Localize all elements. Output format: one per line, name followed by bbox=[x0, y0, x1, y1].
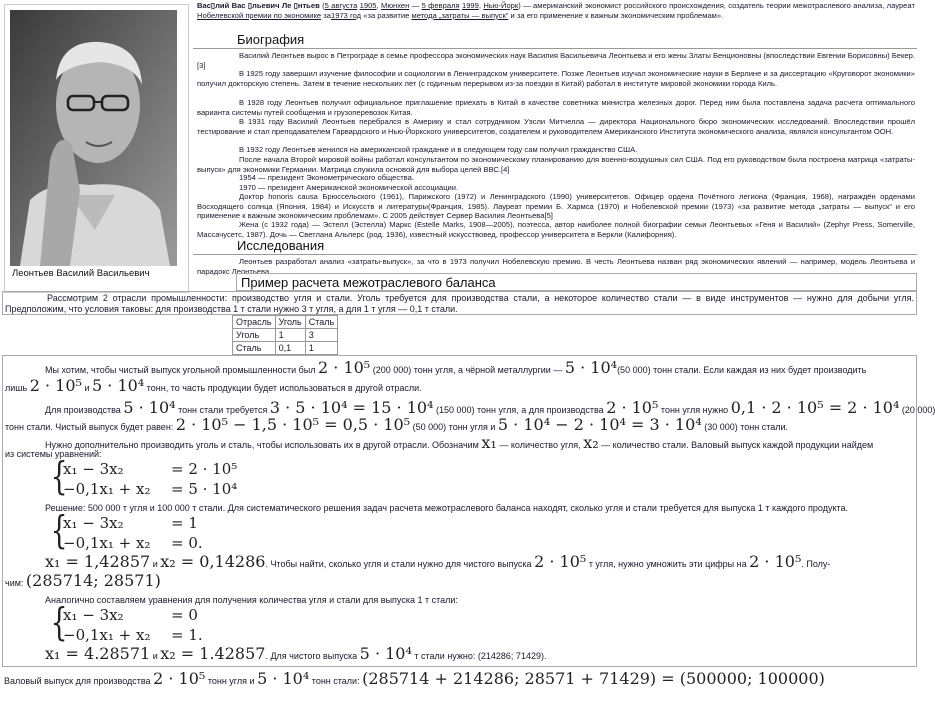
intro-text-1: — американский экономист российского происхождения, создатель теории межотраслевого анализа, лауреат bbox=[523, 1, 915, 10]
math-expression: 5 · 10⁴ bbox=[257, 669, 310, 688]
equation-left: −0,1x₁ + x₂ bbox=[63, 626, 151, 644]
equation-left: −0,1x₁ + x₂ bbox=[63, 480, 151, 498]
section-heading-research: Исследования bbox=[193, 238, 917, 255]
calc-text: . Для чистого выпуска bbox=[265, 651, 358, 661]
portrait-image bbox=[10, 10, 177, 266]
example-calculation-block bbox=[2, 355, 935, 667]
calc-text: и bbox=[84, 383, 90, 393]
calc-text: тонн стали требуется bbox=[178, 405, 268, 415]
calc-text: Валовый выпуск для производства bbox=[4, 676, 151, 686]
coefficient-table bbox=[232, 315, 338, 355]
final-line bbox=[4, 669, 825, 688]
bio-paragraph-2: В 1925 году завершил изучение философии и социологии в Ленинградском университете. Позже Леонтьев изучал экономические науки в Берлине и за диссертацию «Круговорот экономики» получил докторскую степень. Затем в течение нескольких лет (с годичным перерывом из-за поездки в Китай) работал в институте мировой экономики города Киль. bbox=[197, 69, 915, 88]
table-cell: 1 bbox=[275, 329, 305, 342]
math-variable: x₂ bbox=[583, 433, 599, 452]
portrait-photo[interactable] bbox=[10, 10, 177, 266]
equation-row bbox=[63, 534, 203, 553]
calc-text: — количество стали. Валовый выпуск каждой продукции найдем bbox=[601, 440, 874, 450]
calc-text: (150 000) тонн угля, а для производства bbox=[435, 405, 604, 415]
math-variable: x₁ bbox=[481, 433, 497, 452]
link-death-year[interactable]: 1999 bbox=[461, 1, 479, 10]
bio-paragraph-5: В 1932 году Леонтьев женился на американской гражданке и в следующем году сам получил гражданство США. bbox=[239, 145, 638, 154]
calc-text: (50 000) тонн стали. Если каждая из них будет производить bbox=[617, 365, 867, 375]
equation-left: x₁ − 3x₂ bbox=[63, 460, 124, 478]
table-cell: Сталь bbox=[233, 342, 276, 355]
math-expression: 5 · 10⁴ − 2 · 10⁴ = 3 · 10⁴ bbox=[497, 415, 702, 434]
table-row bbox=[233, 342, 338, 355]
link-birth-year[interactable]: 1905 bbox=[359, 1, 377, 10]
calc-text: Нужно дополнительно производить уголь и сталь, чтобы использовать их в другой отрасли. Обозначим bbox=[45, 440, 479, 450]
result-line-2 bbox=[5, 571, 161, 590]
math-expression: 2 · 10⁵ bbox=[534, 552, 587, 571]
calc-line-6: из системы уравнений: bbox=[5, 449, 102, 459]
calc-text: (30 000) тонн стали. bbox=[704, 422, 789, 432]
math-expression: 5 · 10⁴ bbox=[359, 644, 412, 663]
math-expression: 2 · 10⁵ bbox=[606, 398, 659, 417]
equation-right: = 1. bbox=[171, 626, 203, 644]
calc-text: . Чтобы найти, сколько угля и стали нужно для чистого выпуска bbox=[265, 559, 532, 569]
math-expression: x₂ = 1.42857 bbox=[160, 644, 266, 663]
table-row bbox=[233, 329, 338, 342]
equation-right: = 1 bbox=[171, 514, 198, 532]
section-heading-biography: Биография bbox=[193, 32, 917, 49]
equation-right: = 0 bbox=[171, 606, 198, 624]
person-name: Вас▯лий Вас ▯льевич Ле ▯нтьев bbox=[197, 1, 320, 10]
equation-left: x₁ − 3x₂ bbox=[63, 606, 124, 624]
equation-row bbox=[63, 514, 198, 533]
calc-text: . Полу- bbox=[801, 559, 831, 569]
link-birth-date[interactable]: 5 августа bbox=[324, 1, 358, 10]
equation-right: = 0. bbox=[171, 534, 203, 552]
calc-text: тонн угля нужно bbox=[660, 405, 729, 415]
calc-line-4 bbox=[5, 415, 789, 434]
calc-text: тонн стали: bbox=[311, 676, 360, 686]
calc-text: (20 000) bbox=[901, 405, 935, 415]
brace-symbol: { bbox=[50, 508, 68, 552]
calc-text: (50 000) тонн угля и bbox=[412, 422, 496, 432]
calc-text: тонн угля и bbox=[207, 676, 255, 686]
math-expression: (285714; 28571) bbox=[25, 571, 161, 590]
table-cell: 1 bbox=[305, 342, 337, 355]
intro-text-3: «за развитие bbox=[363, 10, 410, 20]
math-expression: x₁ = 1,42857 bbox=[45, 552, 151, 571]
photo-caption: Леонтьев Василий Васильевич bbox=[12, 268, 150, 279]
equation-row bbox=[63, 480, 237, 499]
math-expression: (285714 + 214286; 28571 + 71429) = (500000; 100000) bbox=[362, 669, 825, 688]
link-nobel-prize[interactable]: Нобелевской премии по экономике bbox=[197, 10, 322, 20]
brace-symbol: { bbox=[50, 600, 68, 644]
calc-line-2 bbox=[5, 376, 422, 395]
calc-text: Мы хотим, чтобы чистый выпуск угольной промышленности был bbox=[45, 365, 316, 375]
math-expression: 2 · 10⁵ bbox=[749, 552, 802, 571]
calc-text: чим: bbox=[5, 578, 24, 588]
equation-right: = 5 · 10⁴ bbox=[171, 480, 238, 498]
bio-paragraph-8: 1970 — президент Американской экономической ассоциации. bbox=[239, 183, 459, 192]
bio-paragraph-3: В 1928 году Леонтьев получил официальное приглашение приехать в Китай в качестве советника министра железных дорог. Перед ним была поставлена задача расчета оптимального варианта системы путей сообщения и грузоперевозок Китая. bbox=[197, 98, 915, 117]
math-expression: 5 · 10⁴ bbox=[564, 358, 618, 377]
calc-line-3 bbox=[45, 398, 935, 417]
bio-paragraph-1: Василий Леонтьев вырос в Петрограде в семье профессора экономических наук Василия Васильевича Леонтьева и его жены Златы Бенционовны (впоследствии Евгении Борисовны) Бекер.[3] bbox=[197, 51, 915, 70]
math-expression: 3 · 5 · 10⁴ = 15 · 10⁴ bbox=[269, 398, 434, 417]
calc-text: и bbox=[152, 651, 158, 661]
bio-paragraph-10: Жена (с 1932 года) — Эстелл (Эстелла) Маркс (Estelle Marks, 1908—2005), поэтесса, автор наиболее полной биографии семьи Леонтьевых «Геня и Василий» (Zephyr Press, Somerville, Массачусетс, 1987). Дочь — Светлана Альперс (род. 1936), известный искусствовед, профессор университета в Беркли (Калифорния). bbox=[197, 220, 915, 239]
equation-left: x₁ − 3x₂ bbox=[63, 514, 124, 532]
calc-text: тонн, то часть продукции будет использоваться в другой отрасли. bbox=[146, 383, 422, 393]
math-expression: 2 · 10⁵ bbox=[153, 669, 206, 688]
math-expression: 2 · 10⁵ bbox=[29, 376, 82, 395]
calc-text: Для производства bbox=[45, 405, 121, 415]
table-cell: Уголь bbox=[233, 329, 276, 342]
solution-line: Решение: 500 000 т угля и 100 000 т стали. Для систематического решения задач расчета межотраслевого баланса находят, сколько угля и стали требуется для выпуска 1 т каждого продукта. bbox=[45, 503, 849, 513]
bio-paragraph-6: После начала Второй мировой войны работал консультантом по экономическому планированию для военно-воздушных сил США. Под его руководством была построена матрица «затраты-выпуск» для экономики Германии. Матрица служила основой для выбора целей ВВС.[4] bbox=[197, 155, 915, 174]
math-expression: 2 · 10⁵ − 1,5 · 10⁵ = 0,5 · 10⁵ bbox=[175, 415, 411, 434]
link-year-1973[interactable]: 1973 год bbox=[331, 10, 362, 20]
equation-row bbox=[63, 460, 237, 479]
research-paragraph: Леонтьев разработал анализ «затраты-выпуск», за что в 1973 получил Нобелевскую премию. В честь Леонтьева назван ряд экономических явлений — например, модель Леонтьева и парадокс Леонтьева. bbox=[197, 257, 915, 276]
calc-text: т угля, нужно умножить эти цифры на bbox=[588, 559, 747, 569]
equation-left: −0,1x₁ + x₂ bbox=[63, 534, 151, 552]
table-header-row bbox=[233, 316, 338, 329]
equation-row bbox=[63, 606, 198, 625]
link-method[interactable]: метода „затраты — выпуск“ bbox=[411, 10, 509, 20]
math-expression: 0,1 · 2 · 10⁵ = 2 · 10⁴ bbox=[730, 398, 900, 417]
calc-line-1 bbox=[45, 358, 867, 377]
table-header-cell: Отрасль bbox=[233, 316, 276, 329]
table-header-cell: Сталь bbox=[305, 316, 337, 329]
calc-text: т стали нужно: (214286; 71429). bbox=[414, 651, 547, 661]
calc-text: тонн стали. Чистый выпуск будет равен: bbox=[5, 422, 174, 432]
bio-paragraph-7: 1954 — президент Эконометрического общества. bbox=[239, 173, 414, 182]
example-title: Пример расчета межотраслевого баланса bbox=[236, 273, 917, 291]
math-expression: 5 · 10⁴ bbox=[123, 398, 176, 417]
link-death-place[interactable]: Нью-Йорк bbox=[483, 1, 519, 10]
calc-line-5 bbox=[45, 433, 874, 452]
analog-line: Аналогично составляем уравнения для получения количества угля и стали для выпуска 1 т стали: bbox=[45, 595, 458, 605]
example-intro-block bbox=[2, 291, 917, 315]
link-death-date[interactable]: 5 февраля bbox=[421, 1, 460, 10]
intro-text-2: за bbox=[323, 10, 332, 20]
intro-paragraph: Вас▯лий Вас ▯льевич Ле ▯нтьев (5 августа 1905, Мюнхен — 5 февраля 1999, Нью-Йорк) — американский экономист российского происхождения, создатель теории межотраслевого анализа, лауреат Нобелевской премии по экономике за1973 год «за развитие метода „затраты — выпуск“ и за его применение к важным экономическим проблемам». bbox=[197, 1, 915, 20]
math-expression: x₁ = 4.28571 bbox=[45, 644, 151, 663]
equation-right: = 2 · 10⁵ bbox=[171, 460, 238, 478]
calc-text: — количество угля, bbox=[499, 440, 581, 450]
table-cell: 0,1 bbox=[275, 342, 305, 355]
bio-paragraph-4: В 1931 году Василий Леонтьев перебрался в Америку и стал сотрудником Уэсли Митчелла — директора Национального бюро экономических исследований. Впоследствии прошёл тестирование и стал преподавателем Гарвардского и Нью-Йоркского университетов, создателем и руководителем Американского Института экономического анализа, являлся консультантом ООН. bbox=[197, 117, 915, 136]
calc-text: и bbox=[152, 559, 158, 569]
intro-text-4: и за его применение к важным экономическим проблемам». bbox=[510, 10, 724, 20]
result-line-1 bbox=[45, 552, 831, 571]
math-expression: 5 · 10⁴ bbox=[92, 376, 145, 395]
equation-row bbox=[63, 626, 203, 645]
bio-paragraph-9: Доктор honoris causa Брюссельского (1961), Парижского (1972) и Ленинградского (1990) университетов. Офицер ордена Почётного легиона (Франция, 1968), награждён орденами Восходящего солнца (Япония, 1984) и Искусств и литературы(Франция, 1985). Лауреат премии Б. Хармса (1970) и Нобелевской премии (1973) «за развитие метода „затраты — выпуск“ и его применение к важным экономическим проблемам». С 2005 действует Сервер Василия Леонтьева[5] bbox=[197, 192, 915, 221]
math-expression: x₂ = 0,14286 bbox=[160, 552, 266, 571]
calc-text: лишь bbox=[5, 383, 28, 393]
calc-text: (200 000) тонн угля, а чёрной металлургии — bbox=[372, 365, 563, 375]
result-line-3 bbox=[45, 644, 547, 663]
example-intro-text: Рассмотрим 2 отрасли промышленности: производство угля и стали. Уголь требуется для производства стали, а некоторое количество стали — в виде инструментов — нужно для добычи угля. Предположим, что условия таковы: для производства 1 т стали нужно 3 т угля, а для 1 т угля — 0,1 т стали. bbox=[5, 293, 914, 314]
table-cell: 3 bbox=[305, 329, 337, 342]
math-expression: 2 · 10⁵ bbox=[318, 358, 371, 377]
brace-symbol: { bbox=[50, 454, 68, 498]
table-header-cell: Уголь bbox=[275, 316, 305, 329]
link-birth-place[interactable]: Мюнхен bbox=[381, 1, 410, 10]
